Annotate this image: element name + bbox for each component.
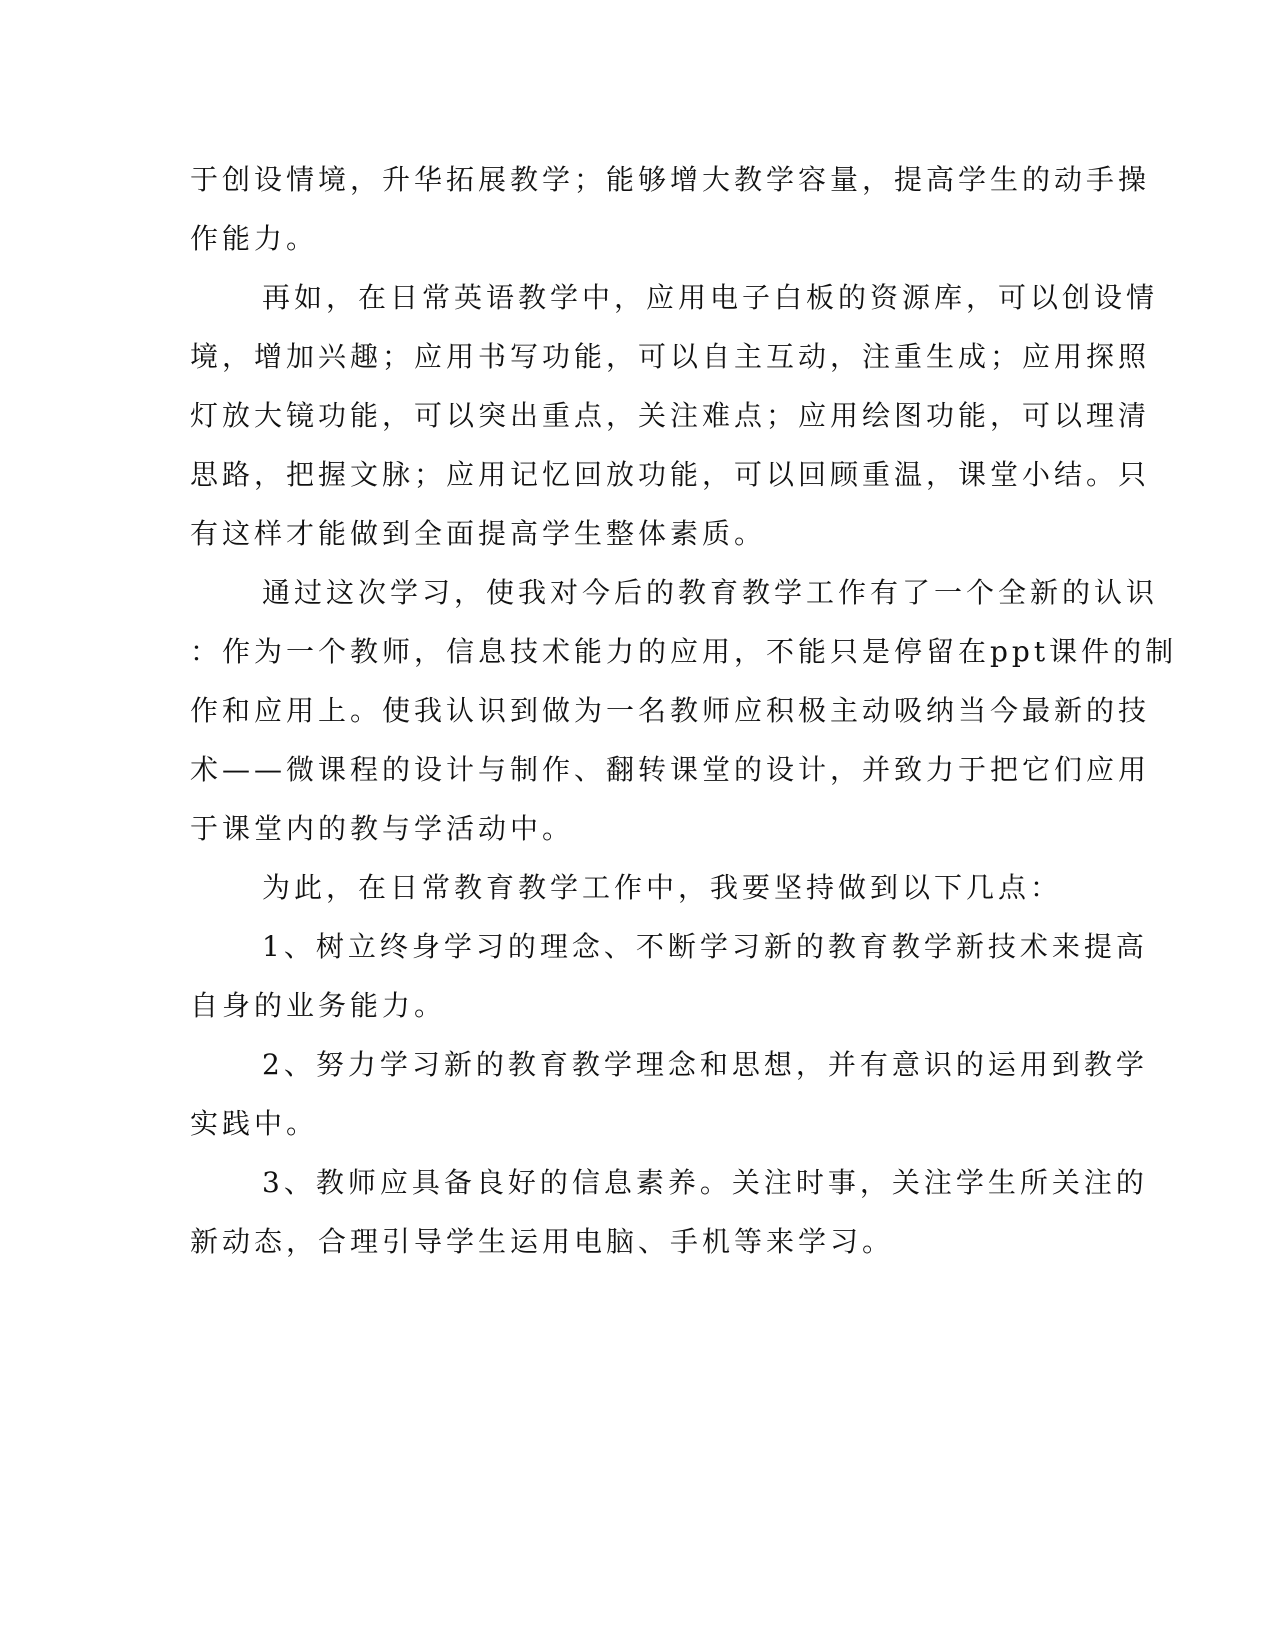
text-line: 作和应用上。使我认识到做为一名教师应积极主动吸纳当今最新的技 (190, 694, 1151, 727)
paragraph-start-line: 通过这次学习，使我对今后的教育教学工作有了一个全新的认识 (262, 576, 1159, 609)
list-item-2-line: 2、努力学习新的教育教学理念和思想，并有意识的运用到教学 (262, 1048, 1148, 1081)
text-line: 境，增加兴趣；应用书写功能，可以自主互动，注重生成；应用探照 (190, 340, 1151, 373)
text-line: 作能力。 (190, 222, 319, 255)
text-line: 于课堂内的教与学活动中。 (190, 812, 575, 845)
list-item-3-line: 3、教师应具备良好的信息素养。关注时事，关注学生所关注的 (262, 1166, 1148, 1199)
paragraph-start-line: 再如，在日常英语教学中，应用电子白板的资源库，可以创设情 (262, 281, 1159, 314)
text-line: 于创设情境，升华拓展教学；能够增大教学容量，提高学生的动手操 (190, 163, 1151, 196)
list-item-1-line: 1、树立终身学习的理念、不断学习新的教育教学新技术来提高 (262, 930, 1148, 963)
text-line: 有这样才能做到全面提高学生整体素质。 (190, 517, 767, 550)
text-line: 新动态，合理引导学生运用电脑、手机等来学习。 (190, 1225, 895, 1258)
text-line: 术——微课程的设计与制作、翻转课堂的设计，并致力于把它们应用 (190, 753, 1151, 786)
paragraph-start-line: 为此，在日常教育教学工作中，我要坚持做到以下几点： (262, 871, 1063, 904)
text-line: 思路，把握文脉；应用记忆回放功能，可以回顾重温，课堂小结。只 (190, 458, 1151, 491)
text-line: 自身的业务能力。 (190, 989, 447, 1022)
text-line: 灯放大镜功能，可以突出重点，关注难点；应用绘图功能，可以理清 (190, 399, 1151, 432)
text-line: 实践中。 (190, 1107, 319, 1140)
text-line: ：作为一个教师，信息技术能力的应用，不能只是停留在ppt课件的制 (190, 635, 1178, 668)
